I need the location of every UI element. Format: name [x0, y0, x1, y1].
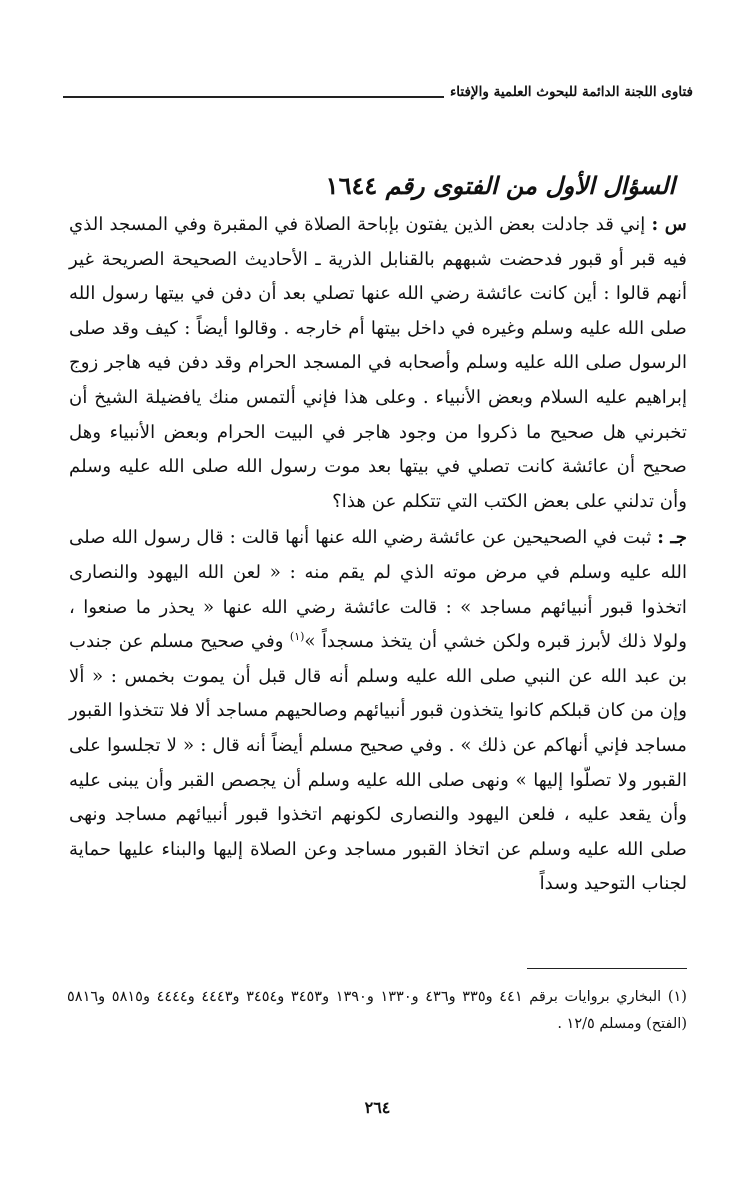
page-number: ٢٦٤	[364, 1098, 391, 1117]
answer-text-part2: وفي صحيح مسلم عن جندب بن عبد الله عن النبي صلى الله عليه وسلم أنه قال قبل أن يموت بخمس : « ألا وإن من كان قبلكم كانوا يتخذون قبور أنبيائهم وصالحيهم مساجد ألا فلا تتخذوا القبور مساجد فإني أنهاكم عن ذلك » . وفي صحيح مسلم أيضاً أنه قال : « لا تجلسوا على القبور ولا تصلّوا إليها » ونهى صلى الله عليه وسلم أن يجصص القبر وأن يبنى عليه وأن يقعد عليه ، فلعن اليهود والنصارى لكونهم اتخذوا قبور أنبيائهم مساجد ونهى صلى الله عليه وسلم عن اتخاذ القبور مساجد وعن الصلاة إليها والبناء عليها حماية لجناب التوحيد وسداً	[69, 631, 687, 895]
running-header	[63, 74, 693, 100]
question-title	[326, 166, 675, 206]
running-header-title: فتاوى اللجنة الدائمة للبحوث العلمية والإفتاء	[449, 84, 693, 100]
header-rule	[63, 96, 444, 98]
question-title-text: السؤال الأول من الفتوى رقم	[385, 171, 675, 200]
question-label: س :	[651, 214, 687, 235]
footnote-separator	[527, 968, 687, 969]
footnote-reference[interactable]: (١)	[289, 630, 305, 644]
answer-paragraph	[69, 521, 687, 902]
question-text: إني قد جادلت بعض الذين يفتون بإباحة الصلاة في المقبرة وفي المسجد الذي فيه قبر أو قبور فدحضت شبههم بالقنابل الذرية ـ الأحاديث الصحيحة الصريحة غير أنهم قالوا : أين كانت عائشة رضي الله عنها تصلي بعد أن دفن في بيتها رسول الله صلى الله عليه وسلم وغيره في داخل بيتها أم خارجه . وقالوا أيضاً : كيف وقد صلى الرسول صلى الله عليه وسلم وأصحابه في المسجد الحرام وقد دفن فيه هاجر زوج إبراهيم عليه السلام وبعض الأنبياء . وعلى هذا فإني ألتمس منك يافضيلة الشيخ أن تخبرني هل صحيح ما ذكروا من وجود هاجر في البيت الحرام وبعض الأنبياء وهل صحيح أن عائشة كانت تصلي في بيتها بعد موت رسول الله صلى الله عليه وسلم وأن تدلني على بعض الكتب التي تتكلم عن هذا؟	[69, 214, 687, 512]
body-text	[69, 208, 687, 902]
answer-label: جـ :	[657, 527, 687, 549]
footnote-text: (١) البخاري بروايات برقم ٤٤١ و٣٣٥ و٤٣٦ و١٣٣٠ و١٣٩٠ و٣٤٥٣ و٣٤٥٤ و٤٤٤٣ و٤٤٤٤ و٥٨١٥ و٥٨١٦ (الفتح) ومسلم ١٢/٥ .	[67, 989, 687, 1032]
fatwa-number: ١٦٤٤	[325, 171, 378, 200]
footnote	[67, 984, 687, 1038]
question-paragraph	[69, 208, 687, 519]
answer-text-part1: ثبت في الصحيحين عن عائشة رضي الله عنها أنها قالت : قال رسول الله صلى الله عليه وسلم في مرض موته الذي لم يقم منه : « لعن الله اليهود والنصارى اتخذوا قبور أنبيائهم مساجد » : قالت عائشة رضي الله عنها « يحذر ما صنعوا ، ولولا ذلك لأبرز قبره ولكن خشي أن يتخذ مسجداً »	[69, 527, 687, 653]
